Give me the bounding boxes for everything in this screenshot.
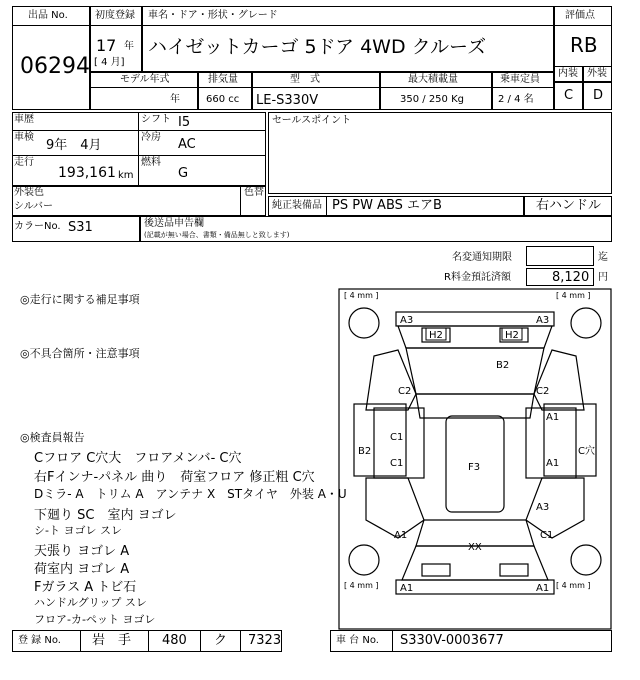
mark-a3-right: A3	[536, 315, 550, 326]
mark-c1-right: C1	[540, 530, 554, 541]
lot-no-label: 出品 No.	[28, 10, 68, 21]
car-damage-diagram	[338, 288, 612, 630]
reg-number: 7323	[248, 633, 282, 648]
shift-label: シフト	[141, 114, 171, 125]
notice-label: 名変通知期限	[452, 252, 512, 263]
interior-label: 内装	[558, 68, 578, 79]
color-change-divider	[240, 186, 241, 216]
mark-a3-right-2: A3	[536, 502, 550, 513]
inspector-notes-label: ◎検査員報告	[20, 431, 85, 444]
mark-h2-left: H2	[429, 330, 443, 341]
grade-label: 評価点	[565, 10, 595, 21]
recycle-label: R料金預託済額	[444, 272, 511, 283]
mark-a3-left: A3	[400, 315, 414, 326]
notice-unit: 迄	[598, 252, 608, 263]
steering: 右ハンドル	[536, 198, 602, 213]
first-reg-month: [ 4 月]	[94, 57, 125, 68]
defects-notes-label: ◎不具合箇所・注意事項	[20, 347, 140, 360]
mark-f3: F3	[468, 462, 481, 473]
docs-note: (記載が無い場合、書類・備品無しと致します)	[144, 231, 290, 239]
max-load-label: 最大積載量	[408, 74, 458, 85]
notice-field	[526, 246, 594, 266]
note-line: Cフロア C穴大 フロアメンバ- C穴	[34, 451, 242, 466]
recycle-unit: 円	[598, 272, 608, 283]
mark-a1-bottom-left: A1	[400, 583, 414, 594]
reg-class: 480	[162, 633, 187, 648]
tyre-depth-tr: [ 4 mm ]	[556, 291, 591, 300]
history-row-line-1	[12, 130, 266, 131]
reg-div-2	[148, 630, 149, 652]
diagram-frame	[339, 289, 611, 629]
note-line: 下廻り SC 室内 ヨゴレ	[34, 508, 177, 523]
note-line: Fガラス A トビ石	[34, 580, 137, 595]
type-label: 型 式	[290, 74, 320, 85]
rear-left-panel	[366, 478, 424, 538]
driving-notes-label: ◎走行に関する補足事項	[20, 293, 140, 306]
model-year-unit: 年	[170, 94, 180, 105]
inspection-label: 車検	[14, 132, 34, 143]
ext-color: シルバー	[14, 201, 54, 212]
mark-h2-right: H2	[505, 330, 519, 341]
reg-kana: ク	[214, 633, 228, 648]
mark-a1-bottom-right: A1	[536, 583, 550, 594]
model-year-label: モデル年式	[120, 74, 170, 85]
rear-bumper	[396, 580, 554, 594]
tyre-front-right	[571, 308, 601, 338]
interior-score: C	[564, 88, 574, 103]
sales-point-label: セールスポイント	[272, 115, 352, 126]
tyre-depth-bl: [ 4 mm ]	[344, 581, 379, 590]
shift: I5	[178, 115, 191, 130]
mileage: 193,161	[58, 165, 116, 181]
docs-label: 後送品申告欄	[144, 218, 204, 229]
exterior-label: 外装	[587, 68, 607, 79]
capacity-label: 乗車定員	[500, 74, 540, 85]
chassis: S330V-0003677	[400, 633, 504, 648]
first-reg-year: 17	[96, 36, 117, 55]
note-line: ハンドルグリップ スレ	[34, 596, 147, 609]
color-no-label: カラーNo.	[14, 221, 61, 232]
windshield	[406, 348, 544, 394]
inspection: 9年 4月	[46, 138, 102, 153]
mark-xx: XX	[468, 542, 482, 553]
color-change-label: 色替	[244, 187, 264, 198]
mark-c1-left-2: C1	[390, 458, 404, 469]
reg-area: 岩 手	[92, 633, 132, 648]
max-load: 350 / 250 Kg	[400, 94, 464, 105]
equipment: PS PW ABS エアB	[332, 198, 442, 213]
front-bumper	[396, 312, 554, 326]
reg-div-4	[240, 630, 241, 652]
grade: RB	[570, 33, 598, 57]
tyre-front-left	[349, 308, 379, 338]
mark-c1-left-1: C1	[390, 432, 404, 443]
mark-c2-right: C2	[536, 386, 550, 397]
first-reg-label: 初度登録	[95, 10, 135, 21]
color-no: S31	[68, 220, 93, 235]
hood	[398, 326, 552, 348]
mark-b2-top: B2	[496, 360, 510, 371]
car-name-label: 車名・ドア・形状・グレード	[148, 10, 278, 21]
history-row-line-2	[12, 155, 266, 156]
exterior-score: D	[593, 88, 604, 103]
chassis-label: 車 台 No.	[336, 635, 379, 646]
aircon: AC	[178, 137, 196, 152]
mark-b2-left: B2	[358, 446, 372, 457]
tyre-rear-right	[571, 545, 601, 575]
capacity: 2 / 4 名	[498, 94, 534, 105]
note-line: シ-ト ヨゴレ スレ	[34, 524, 122, 537]
type: LE-S330V	[256, 93, 319, 108]
history-divider	[138, 112, 139, 186]
displacement: 660 cc	[206, 94, 240, 105]
lot-no: 06294	[20, 54, 90, 79]
reg-div-1	[80, 630, 81, 652]
aircon-label: 冷房	[141, 132, 161, 143]
note-line: 荷室内 ヨゴレ A	[34, 562, 130, 577]
history-label: 車歴	[14, 114, 34, 125]
chassis-div	[392, 630, 393, 652]
note-line: 天張り ヨゴレ A	[34, 544, 130, 559]
year-unit: 年	[124, 41, 134, 52]
tyre-depth-br: [ 4 mm ]	[556, 581, 591, 590]
roof	[416, 394, 534, 418]
car-name: ハイゼットカーゴ 5ドア 4WD クルーズ	[148, 36, 487, 58]
tyre-rear-left	[349, 545, 379, 575]
mark-a1-right-2: A1	[546, 458, 560, 469]
tyre-depth-tl: [ 4 mm ]	[344, 291, 379, 300]
ext-color-label: 外装色	[14, 187, 44, 198]
tail-light-right	[500, 564, 528, 576]
reg-label: 登 録 No.	[18, 635, 61, 646]
displacement-label: 排気量	[208, 74, 238, 85]
equipment-label: 純正装備品	[272, 200, 322, 211]
mileage-label: 走行	[14, 157, 34, 168]
recycle-amount: 8,120	[552, 270, 590, 285]
equipment-divider	[326, 196, 327, 216]
mark-a1-right-1: A1	[546, 412, 560, 423]
fuel: G	[178, 166, 189, 181]
fuel-label: 燃料	[141, 157, 161, 168]
rear-right-panel	[526, 478, 584, 538]
mark-c2-left: C2	[398, 386, 412, 397]
mark-c-hole: C穴	[578, 446, 595, 457]
reg-div-3	[200, 630, 201, 652]
note-line: 右Fインナ-パネル 曲り 荷室フロア 修正粗 C穴	[34, 470, 315, 485]
mark-a1-left: A1	[394, 530, 408, 541]
mileage-unit: km	[118, 170, 134, 181]
note-line: フロア-カ-ペット ヨゴレ	[34, 613, 156, 626]
tail-light-left	[422, 564, 450, 576]
note-line: Dミラ- A トリム A アンテナ X STタイヤ 外装 A・U	[34, 487, 347, 501]
